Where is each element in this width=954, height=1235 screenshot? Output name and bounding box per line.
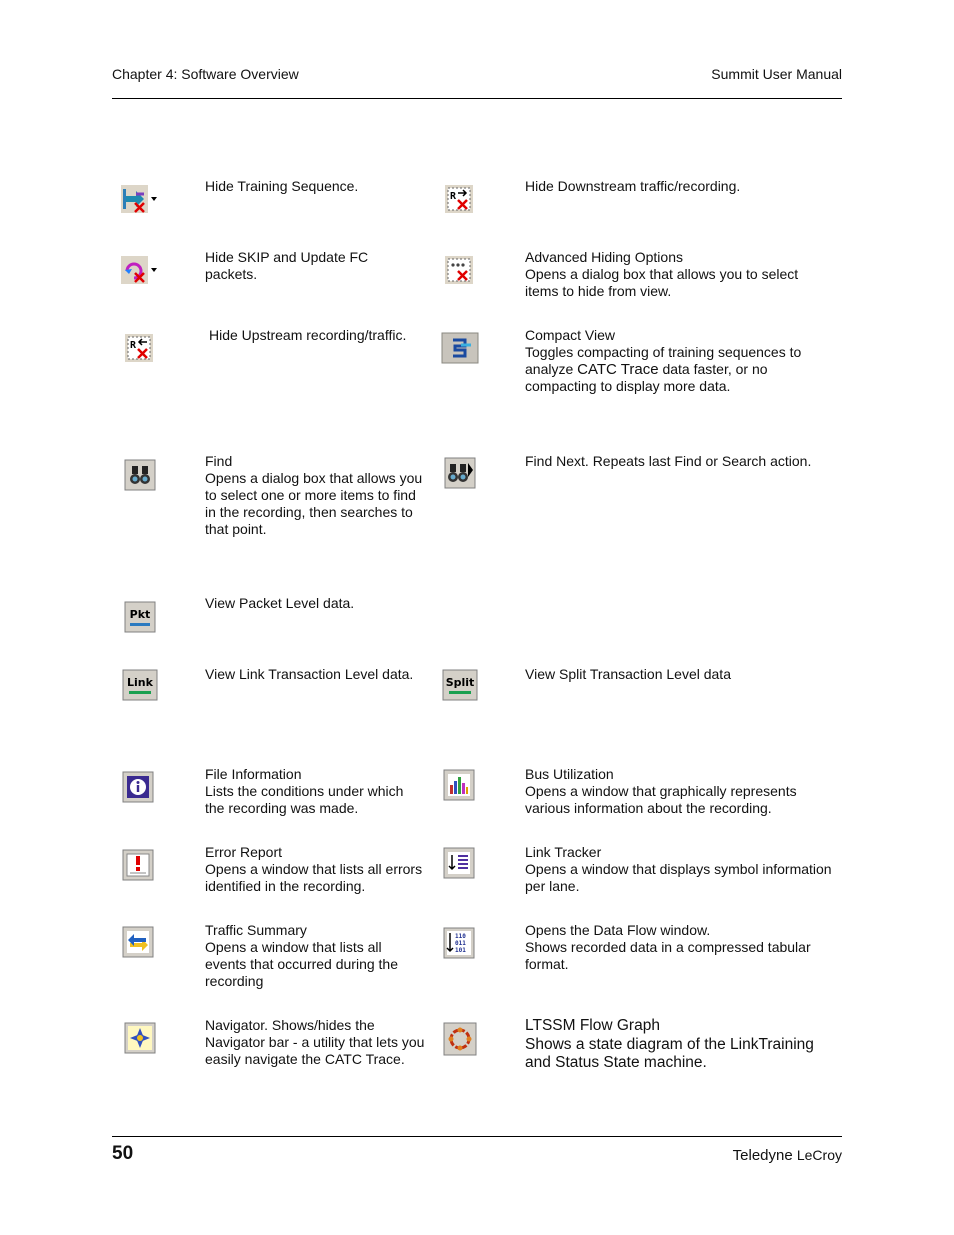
link-level-text [205,666,425,683]
svg-text:101: 101 [455,947,466,954]
traffic-summary-icon [122,926,154,958]
hide-training-title: Hide Training Sequence. [205,178,359,194]
find-next-title: Find Next. Repeats last Find or Search action. [525,453,812,469]
data-flow-title: Opens the Data Flow window. [525,922,711,938]
info-icon [122,771,154,803]
hide-upstream-title: Hide Upstream recording/traffic. [209,327,407,343]
ltssm-icon [443,1022,477,1056]
svg-text:R: R [130,340,137,351]
find-title: Find [205,453,233,469]
hide-skip-text [205,249,395,283]
error-report-text [205,844,425,895]
find-text [205,453,425,538]
svg-text:Link: Link [127,676,153,689]
link-tracker-title: Link Tracker [525,844,602,860]
svg-text:110: 110 [455,933,466,940]
advanced-hiding-text [525,249,825,300]
pkt-icon [124,601,156,633]
manual-title: Summit User Manual [711,66,842,82]
error-report-icon [122,849,154,881]
packet-level-title: View Packet Level data. [205,595,355,611]
chapter-title: Chapter 4: Software Overview [112,66,299,82]
svg-text:Split: Split [445,676,475,689]
binoculars-icon [124,459,156,491]
advanced-hiding-icon [444,255,476,285]
publisher-name: Teledyne LeCroy [732,1147,842,1164]
advanced-hiding-desc: Opens a dialog box that allows you to select items to hide from view. [525,266,799,299]
split-level-text [525,666,825,683]
compact-view-text [525,327,825,395]
compact-view-desc: Toggles compacting of training sequences to analyze CATC Trace data faster, or no compacting to display more data. [525,344,802,394]
traffic-summary-text [205,922,415,990]
split-icon [442,669,478,701]
link-tracker-text [525,844,835,895]
find-next-text [525,453,835,470]
header-rule [112,98,842,99]
hide-skip-icon [120,255,160,285]
navigator-text [205,1017,425,1068]
hide-downstream-icon [444,184,476,214]
catc-trace-label: CATC Trace [577,361,659,378]
bus-util-title: Bus Utilization [525,766,614,782]
advanced-hiding-title: Advanced Hiding Options [525,249,683,265]
hide-downstream-text [525,178,835,195]
hide-downstream-title: Hide Downstream traffic/recording. [525,178,741,194]
error-report-desc: Opens a window that lists all errors identified in the recording. [205,861,423,894]
hide-upstream-text [209,327,429,344]
file-info-desc: Lists the conditions under which the recording was made. [205,783,404,816]
file-info-text [205,766,425,817]
svg-text:R: R [450,191,457,202]
hide-skip-title: Hide SKIP and Update FC packets. [205,249,369,282]
bus-util-desc: Opens a window that graphically represents various information about the recording. [525,783,797,816]
file-info-title: File Information [205,766,302,782]
hide-training-text [205,178,425,195]
data-flow-icon [443,927,475,959]
link-level-title: View Link Transaction Level data. [205,666,414,682]
navigator-icon [124,1022,156,1054]
bar-chart-icon [443,769,475,801]
page-number: 50 [112,1143,134,1164]
ltssm-desc: Shows a state diagram of the LinkTraining and Status State machine. [525,1035,814,1071]
data-flow-desc: Shows recorded data in a compressed tabular format. [525,939,811,972]
hide-training-sequence-icon [120,184,160,214]
data-flow-text [525,922,825,973]
compact-view-icon [441,332,479,364]
traffic-summary-desc: Opens a window that lists all events that occurred during the recording [205,939,399,989]
bus-util-text [525,766,835,817]
traffic-summary-title: Traffic Summary [205,922,307,938]
link-tracker-desc: Opens a window that displays symbol information per lane. [525,861,832,894]
svg-text:011: 011 [455,940,466,947]
link-tracker-icon [443,847,475,879]
hide-upstream-icon [124,333,156,363]
footer-rule [112,1136,842,1137]
find-desc: Opens a dialog box that allows you to select one or more items to find in the recording, then searches to that point. [205,470,423,537]
error-report-title: Error Report [205,844,283,860]
navigator-title: Navigator. Shows/hides the Navigator bar - a utility that lets you easily navigate the CATC Trace. [205,1017,425,1067]
packet-level-text [205,595,425,612]
ltssm-title: LTSSM Flow Graph [525,1017,660,1034]
find-next-icon [444,457,476,489]
split-level-title: View Split Transaction Level data [525,666,731,682]
link-icon [122,669,158,701]
compact-view-title: Compact View [525,327,616,343]
ltssm-text [525,1017,835,1073]
svg-text:Pkt: Pkt [129,608,151,621]
